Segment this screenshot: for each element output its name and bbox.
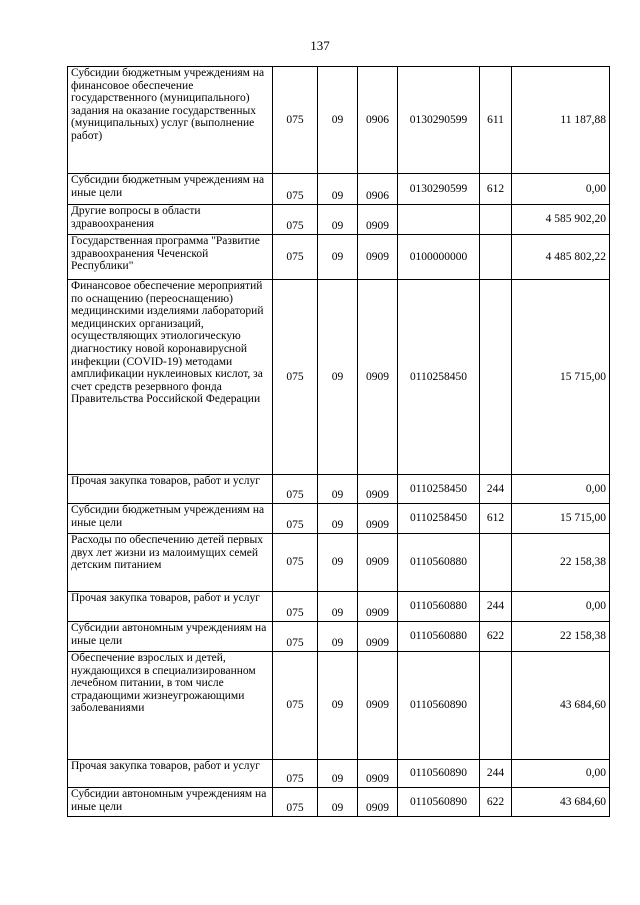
table-row [68, 534, 610, 592]
table-row [68, 592, 610, 622]
expense-type: 244 [480, 475, 512, 504]
amount: 43 684,60 [512, 788, 610, 817]
subsection-code: 0909 [358, 504, 398, 534]
subsection-code: 0906 [358, 67, 398, 174]
table-row [68, 235, 610, 280]
row-description: Расходы по обеспечению детей первых двух лет жизни из малоимущих семей детским питанием [68, 534, 273, 592]
amount: 0,00 [512, 174, 610, 205]
row-description: Субсидии бюджетным учреждениям на иные цели [68, 174, 273, 205]
subsection-code: 0909 [358, 652, 398, 760]
expense-type [480, 652, 512, 760]
row-description: Другие вопросы в области здравоохранения [68, 205, 273, 235]
table-row [68, 652, 610, 760]
subsection-code: 0909 [358, 622, 398, 652]
target-article: 0110560880 [398, 592, 480, 622]
row-description: Субсидии автономным учреждениям на иные цели [68, 622, 273, 652]
target-article: 0130290599 [398, 174, 480, 205]
expense-type: 612 [480, 174, 512, 205]
target-article [398, 205, 480, 235]
row-description: Прочая закупка товаров, работ и услуг [68, 592, 273, 622]
section-code: 09 [318, 67, 358, 174]
amount: 4 585 902,20 [512, 205, 610, 235]
amount: 43 684,60 [512, 652, 610, 760]
admin-code: 075 [273, 280, 318, 475]
admin-code: 075 [273, 622, 318, 652]
amount: 0,00 [512, 592, 610, 622]
amount: 15 715,00 [512, 504, 610, 534]
row-description: Субсидии бюджетным учреждениям на иные цели [68, 504, 273, 534]
section-code: 09 [318, 788, 358, 817]
target-article: 0130290599 [398, 67, 480, 174]
target-article: 0100000000 [398, 235, 480, 280]
target-article: 0110560890 [398, 788, 480, 817]
table-row [68, 760, 610, 788]
expense-type [480, 280, 512, 475]
expense-type [480, 205, 512, 235]
subsection-code: 0909 [358, 235, 398, 280]
section-code: 09 [318, 205, 358, 235]
expense-type: 611 [480, 67, 512, 174]
target-article: 0110258450 [398, 280, 480, 475]
row-description: Прочая закупка товаров, работ и услуг [68, 475, 273, 504]
admin-code: 075 [273, 760, 318, 788]
subsection-code: 0909 [358, 205, 398, 235]
subsection-code: 0906 [358, 174, 398, 205]
section-code: 09 [318, 652, 358, 760]
amount: 0,00 [512, 475, 610, 504]
expense-type: 244 [480, 760, 512, 788]
table-row [68, 280, 610, 475]
table-row [68, 622, 610, 652]
table-row [68, 504, 610, 534]
row-description: Субсидии автономным учреждениям на иные цели [68, 788, 273, 817]
section-code: 09 [318, 475, 358, 504]
section-code: 09 [318, 592, 358, 622]
section-code: 09 [318, 760, 358, 788]
amount: 11 187,88 [512, 67, 610, 174]
admin-code: 075 [273, 592, 318, 622]
row-description: Обеспечение взрослых и детей, нуждающихся в специализированном лечебном питании, в том числе страдающими жизнеугрожающими заболеваниями [68, 652, 273, 760]
row-description: Субсидии бюджетным учреждениям на финансовое обеспечение государственного (муниципального) задания на оказание государственных (муниципальных) услуг (выполнение работ) [68, 67, 273, 174]
amount: 0,00 [512, 760, 610, 788]
admin-code: 075 [273, 652, 318, 760]
subsection-code: 0909 [358, 592, 398, 622]
table-row [68, 174, 610, 205]
subsection-code: 0909 [358, 788, 398, 817]
row-description: Государственная программа "Развитие здравоохранения Чеченской Республики" [68, 235, 273, 280]
table-row [68, 788, 610, 817]
amount: 4 485 802,22 [512, 235, 610, 280]
target-article: 0110560890 [398, 760, 480, 788]
expense-type [480, 235, 512, 280]
section-code: 09 [318, 622, 358, 652]
target-article: 0110560880 [398, 622, 480, 652]
section-code: 09 [318, 235, 358, 280]
admin-code: 075 [273, 534, 318, 592]
expense-type: 622 [480, 788, 512, 817]
section-code: 09 [318, 280, 358, 475]
subsection-code: 0909 [358, 534, 398, 592]
page-number: 137 [310, 38, 330, 53]
section-code: 09 [318, 504, 358, 534]
table-row [68, 67, 610, 174]
amount: 15 715,00 [512, 280, 610, 475]
subsection-code: 0909 [358, 475, 398, 504]
expense-type: 244 [480, 592, 512, 622]
target-article: 0110258450 [398, 475, 480, 504]
expense-type: 612 [480, 504, 512, 534]
table-row [68, 475, 610, 504]
admin-code: 075 [273, 205, 318, 235]
expense-type: 622 [480, 622, 512, 652]
target-article: 0110560890 [398, 652, 480, 760]
row-description: Финансовое обеспечение мероприятий по оснащению (переоснащению) медицинскими изделиями лабораторий медицинских организаций, осуществляющих этиологическую диагностику новой коронавирусной инфекции (COVID-19) методами амплификации нуклеиновых кислот, за счет средств резервного фонда Правительства Российской Федерации [68, 280, 273, 475]
admin-code: 075 [273, 475, 318, 504]
amount: 22 158,38 [512, 534, 610, 592]
budget-table [67, 66, 610, 817]
expense-type [480, 534, 512, 592]
amount: 22 158,38 [512, 622, 610, 652]
admin-code: 075 [273, 174, 318, 205]
row-description: Прочая закупка товаров, работ и услуг [68, 760, 273, 788]
admin-code: 075 [273, 235, 318, 280]
admin-code: 075 [273, 67, 318, 174]
subsection-code: 0909 [358, 760, 398, 788]
section-code: 09 [318, 534, 358, 592]
target-article: 0110560880 [398, 534, 480, 592]
subsection-code: 0909 [358, 280, 398, 475]
target-article: 0110258450 [398, 504, 480, 534]
table-row [68, 205, 610, 235]
admin-code: 075 [273, 788, 318, 817]
section-code: 09 [318, 174, 358, 205]
admin-code: 075 [273, 504, 318, 534]
